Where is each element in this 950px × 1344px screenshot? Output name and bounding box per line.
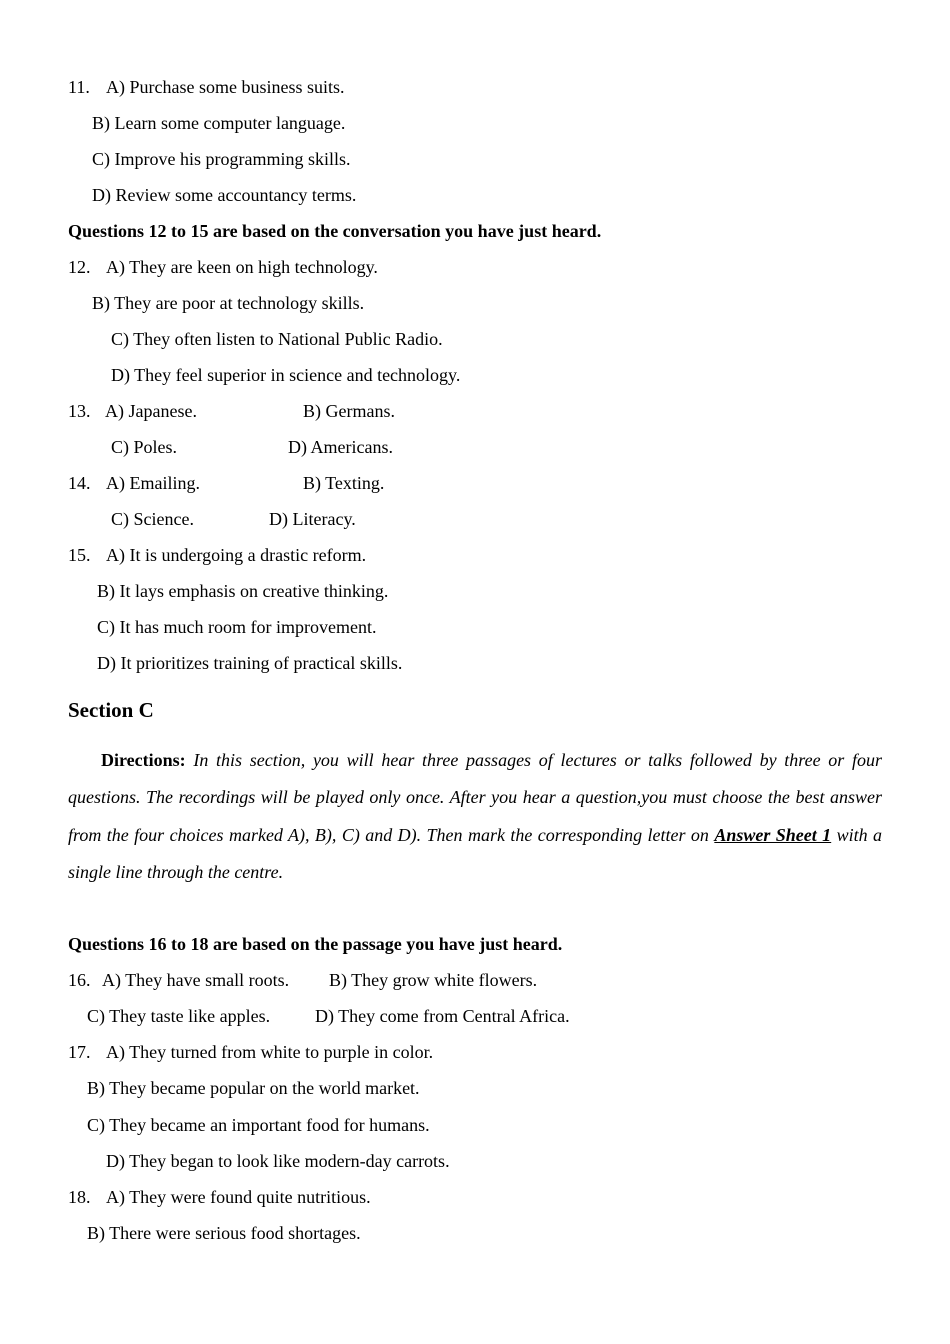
q12-option-c: C) They often listen to National Public Radio. — [111, 329, 443, 349]
q16-option-d: D) They come from Central Africa. — [315, 1006, 570, 1026]
q18-option-a: A) They were found quite nutritious. — [106, 1187, 371, 1207]
q15-option-d: D) It prioritizes training of practical skills. — [97, 653, 403, 673]
q16-option-a: A) They have small roots. — [102, 970, 290, 990]
q15-option-c: C) It has much room for improvement. — [97, 617, 377, 637]
q15-option-a: A) It is undergoing a drastic reform. — [106, 545, 367, 565]
question-17-number: 17. — [68, 1042, 91, 1062]
q13-option-c: C) Poles. — [111, 437, 178, 457]
question-14-number: 14. — [68, 473, 91, 493]
q13-option-a: A) Japanese. — [105, 401, 197, 421]
q13-option-d: D) Americans. — [288, 437, 393, 457]
section-c-directions — [68, 742, 882, 891]
q12-option-b: B) They are poor at technology skills. — [92, 293, 365, 313]
q13-option-b: B) Germans. — [303, 401, 395, 421]
question-15-number: 15. — [68, 545, 91, 565]
q11-option-a: A) Purchase some business suits. — [106, 77, 345, 97]
q11-option-d: D) Review some accountancy terms. — [92, 185, 357, 205]
q14-option-a: A) Emailing. — [106, 473, 200, 493]
q14-option-b: B) Texting. — [303, 473, 385, 493]
question-11-number: 11. — [68, 77, 90, 97]
q17-option-b: B) They became popular on the world market. — [87, 1078, 420, 1098]
q17-option-a: A) They turned from white to purple in color. — [106, 1042, 434, 1062]
directions-text: In this section, you will hear three passages of lectures or talks followed by three or four questions. The recordings will be played only once. After you hear a question,you must choose the best answer from the four choices marked A), B), C) and D). Then mark the corresponding letter on — [68, 750, 882, 845]
q16-option-b: B) They grow white flowers. — [329, 970, 538, 990]
question-16-number: 16. — [68, 970, 91, 990]
q12-option-a: A) They are keen on high technology. — [106, 257, 378, 277]
heading-questions-12-15: Questions 12 to 15 are based on the conversation you have just heard. — [68, 221, 602, 241]
q11-option-b: B) Learn some computer language. — [92, 113, 346, 133]
heading-questions-16-18: Questions 16 to 18 are based on the passage you have just heard. — [68, 934, 563, 954]
section-c-title: Section C — [68, 698, 154, 722]
answer-sheet-reference: Answer Sheet 1 — [714, 824, 832, 845]
question-18-number: 18. — [68, 1187, 91, 1207]
directions-end: with a single line through the centre. — [68, 824, 883, 882]
directions-label: Directions: — [101, 750, 186, 770]
q14-option-d: D) Literacy. — [269, 509, 356, 529]
q11-option-c: C) Improve his programming skills. — [92, 149, 351, 169]
q18-option-b: B) There were serious food shortages. — [87, 1223, 361, 1243]
q17-option-d: D) They began to look like modern-day carrots. — [106, 1151, 450, 1171]
q12-option-d: D) They feel superior in science and technology. — [111, 365, 461, 385]
q14-option-c: C) Science. — [111, 509, 194, 529]
question-12-number: 12. — [68, 257, 91, 277]
q16-option-c: C) They taste like apples. — [87, 1006, 271, 1026]
q15-option-b: B) It lays emphasis on creative thinking. — [97, 581, 389, 601]
q17-option-c: C) They became an important food for humans. — [87, 1115, 430, 1135]
question-13-number: 13. — [68, 401, 91, 421]
